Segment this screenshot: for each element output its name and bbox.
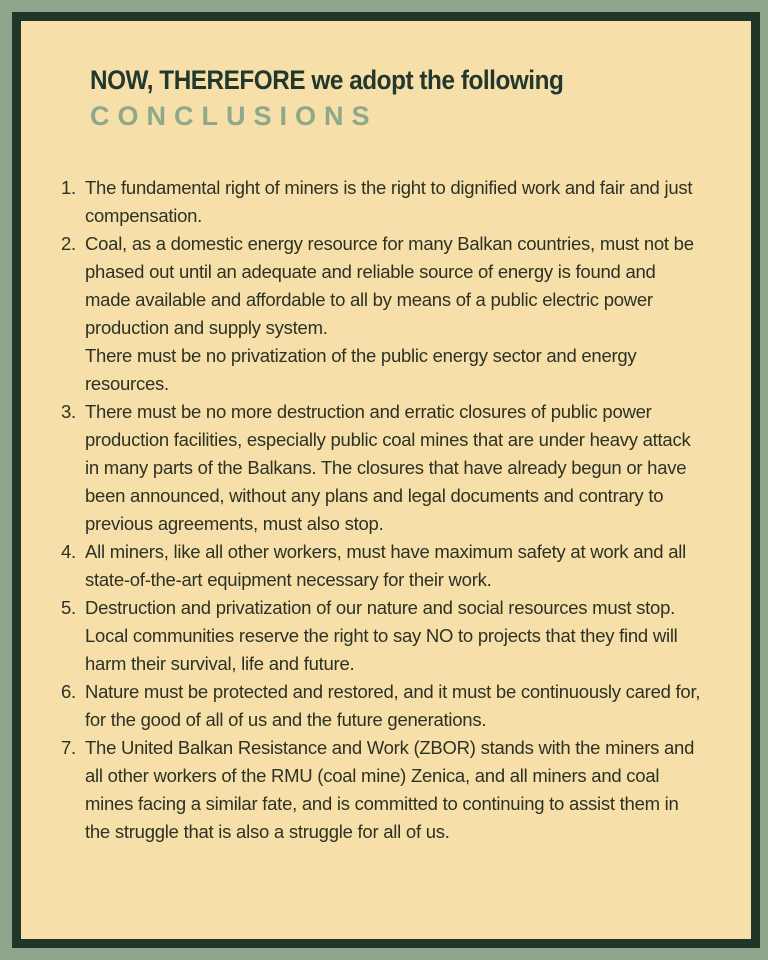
list-item — [61, 734, 701, 846]
item-text: There must be no privatization of the public energy sector and energy resources. — [85, 345, 637, 394]
item-text: The fundamental right of miners is the right to dignified work and fair and just compensation. — [85, 177, 693, 226]
list-item — [61, 678, 701, 734]
list-item — [61, 594, 701, 678]
item-text: Nature must be protected and restored, and it must be continuously cared for, for the good of all of us and the future generations. — [85, 681, 701, 730]
item-number: 1. — [61, 177, 76, 198]
item-number: 2. — [61, 233, 76, 254]
page-subtitle: CONCLUSIONS — [90, 101, 378, 131]
list-item — [61, 398, 701, 538]
item-number: 3. — [61, 401, 76, 422]
item-number: 4. — [61, 541, 76, 562]
header — [90, 63, 616, 133]
item-text: Destruction and privatization of our nature and social resources must stop. — [85, 597, 676, 618]
item-number: 5. — [61, 597, 76, 618]
item-number: 6. — [61, 681, 76, 702]
page-title: NOW, THEREFORE we adopt the following — [90, 65, 564, 95]
list-item — [61, 230, 701, 398]
item-number: 7. — [61, 737, 76, 758]
item-text: There must be no more destruction and erratic closures of public power production facilities, especially public coal mines that are under heavy attack in many parts of the Balkans. The closures that have already begun or have been announced, without any plans and legal documents and contrary to previous agreements, must also stop. — [85, 401, 691, 534]
item-text: Local communities reserve the right to say NO to projects that they find will harm their survival, life and future. — [85, 625, 678, 674]
list-item — [61, 174, 701, 230]
list-item — [61, 538, 701, 594]
item-text: All miners, like all other workers, must have maximum safety at work and all state-of-the-art equipment necessary for their work. — [85, 541, 686, 590]
item-text: Coal, as a domestic energy resource for many Balkan countries, must not be phased out until an adequate and reliable source of energy is found and made available and affordable to all by means of a public electric power production and supply system. — [85, 233, 694, 338]
conclusions-list — [61, 174, 701, 846]
item-text: The United Balkan Resistance and Work (ZBOR) stands with the miners and all other workers of the RMU (coal mine) Zenica, and all miners and coal mines facing a similar fate, and is committed to continuing to assist them in the struggle that is also a struggle for all of us. — [85, 737, 695, 842]
document-frame — [12, 12, 760, 948]
